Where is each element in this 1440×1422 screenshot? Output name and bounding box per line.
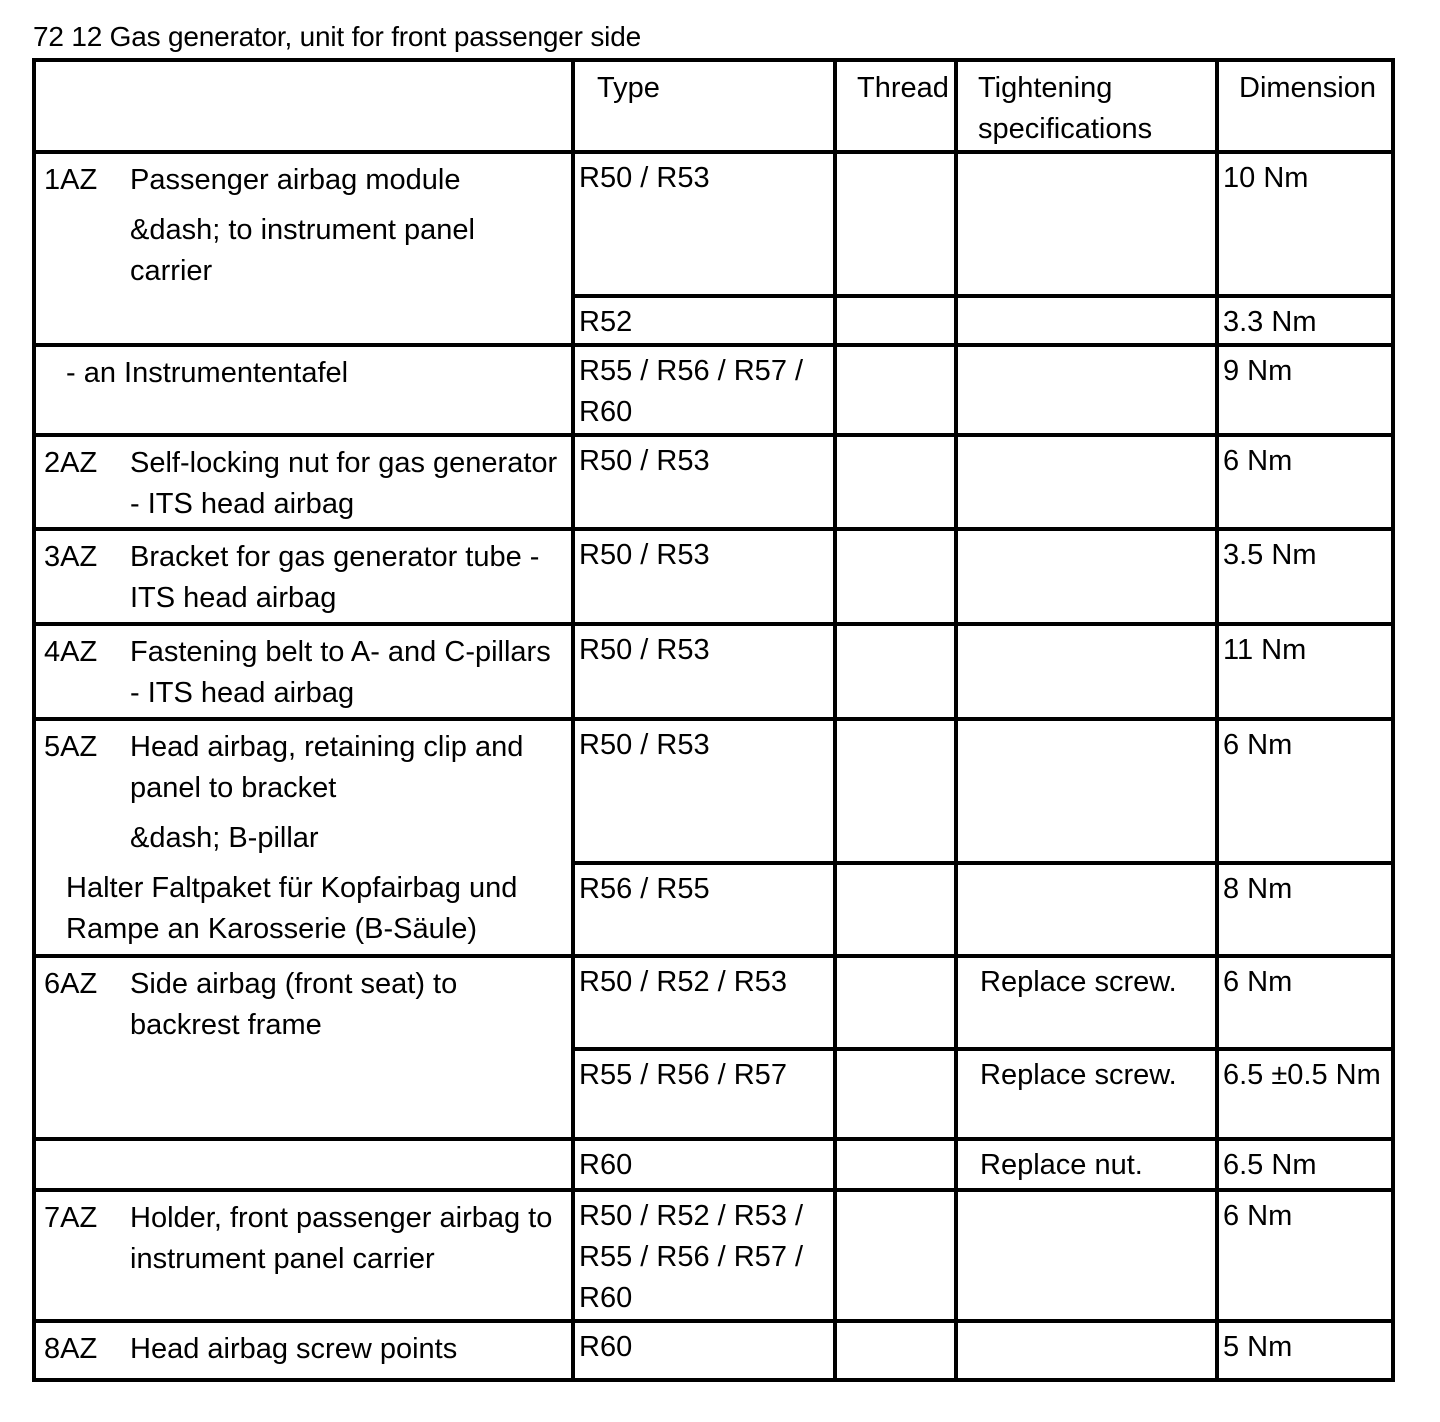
tightening-cell: [956, 435, 1217, 529]
item-extra-text: Halter Faltpaket für Kopfairbag und Rampe an Karosserie (B-Säule): [66, 872, 518, 945]
thread-cell: [835, 345, 956, 435]
tightening-spec-table: [32, 58, 1395, 1382]
dimension-cell: 8 Nm: [1217, 863, 1393, 956]
item-code: 3AZ: [44, 541, 98, 573]
type-cell: R55 / R56 / R57: [573, 1049, 835, 1139]
type-cell: R50 / R52 / R53: [573, 956, 835, 1049]
table-row: [34, 956, 1393, 1049]
dimension-cell: 3.5 Nm: [1217, 529, 1393, 624]
item-text: Bracket for gas generator tube - ITS head airbag: [130, 541, 540, 614]
table-row: [34, 152, 1393, 296]
tightening-cell: [956, 863, 1217, 956]
dimension-cell: 6 Nm: [1217, 719, 1393, 863]
tightening-cell: [956, 719, 1217, 863]
tightening-cell: Replace screw.: [956, 956, 1217, 1049]
table-row: [34, 345, 1393, 435]
dimension-cell: 11 Nm: [1217, 624, 1393, 719]
header-type: Type: [573, 60, 835, 152]
header-thread: Thread: [835, 60, 956, 152]
thread-cell: [835, 152, 956, 296]
thread-cell: [835, 863, 956, 956]
dimension-cell: 6 Nm: [1217, 435, 1393, 529]
item-text: Passenger airbag module: [130, 164, 461, 196]
item-subtext: &dash; B-pillar: [130, 822, 319, 854]
item-code: 2AZ: [44, 447, 98, 479]
header-description: [34, 60, 573, 152]
tightening-cell: [956, 1321, 1217, 1380]
thread-cell: [835, 1049, 956, 1139]
item-description: [34, 152, 573, 345]
item-description: [34, 719, 573, 956]
item-code: 8AZ: [44, 1333, 98, 1365]
item-text: Self-locking nut for gas generator - ITS head airbag: [130, 447, 558, 520]
tightening-cell: [956, 345, 1217, 435]
type-cell: R50 / R52 / R53 / R55 / R56 / R57 / R60: [573, 1190, 835, 1321]
type-cell: R60: [573, 1139, 835, 1190]
dimension-cell: 9 Nm: [1217, 345, 1393, 435]
item-text: Fastening belt to A- and C-pillars - ITS head airbag: [130, 636, 551, 709]
item-subtext: &dash; to instrument panel carrier: [130, 214, 475, 287]
thread-cell: [835, 624, 956, 719]
thread-cell: [835, 529, 956, 624]
item-text: Head airbag, retaining clip and panel to bracket: [130, 731, 524, 804]
thread-cell: [835, 1321, 956, 1380]
table-row: [34, 435, 1393, 529]
thread-cell: [835, 1190, 956, 1321]
tightening-cell: Replace screw.: [956, 1049, 1217, 1139]
dimension-cell: 10 Nm: [1217, 152, 1393, 296]
dimension-cell: 6.5 ±0.5 Nm: [1217, 1049, 1393, 1139]
type-cell: R50 / R53: [573, 152, 835, 296]
table-row: [34, 624, 1393, 719]
item-code: 6AZ: [44, 968, 98, 1000]
tightening-cell: [956, 152, 1217, 296]
type-cell: R55 / R56 / R57 / R60: [573, 345, 835, 435]
type-cell: R50 / R53: [573, 719, 835, 863]
dimension-cell: 6 Nm: [1217, 1190, 1393, 1321]
item-description: [34, 529, 573, 624]
tightening-cell: [956, 296, 1217, 345]
dimension-cell: 5 Nm: [1217, 1321, 1393, 1380]
item-code: 5AZ: [44, 731, 98, 763]
item-description: [34, 956, 573, 1139]
type-cell: R60: [573, 1321, 835, 1380]
item-text: Side airbag (front seat) to backrest frame: [130, 968, 458, 1041]
header-tightening-specifications: Tightening specifications: [956, 60, 1217, 152]
thread-cell: [835, 719, 956, 863]
thread-cell: [835, 435, 956, 529]
header-dimension: Dimension: [1217, 60, 1393, 152]
table-row: [34, 719, 1393, 863]
item-description: [34, 1190, 573, 1321]
tightening-cell: [956, 624, 1217, 719]
item-description: [34, 435, 573, 529]
type-cell: R50 / R53: [573, 624, 835, 719]
item-description: [34, 1321, 573, 1380]
table-row: [34, 1190, 1393, 1321]
item-description: - an Instrumententafel: [34, 345, 573, 435]
item-code: 1AZ: [44, 164, 98, 196]
tightening-cell: [956, 529, 1217, 624]
dimension-cell: 6 Nm: [1217, 956, 1393, 1049]
table-row: [34, 1321, 1393, 1380]
item-code: 7AZ: [44, 1202, 98, 1234]
table-header-row: [34, 60, 1393, 152]
item-code: 4AZ: [44, 636, 98, 668]
tightening-cell: [956, 1190, 1217, 1321]
type-cell: R50 / R53: [573, 435, 835, 529]
table-row: [34, 1139, 1393, 1190]
dimension-cell: 6.5 Nm: [1217, 1139, 1393, 1190]
dimension-cell: 3.3 Nm: [1217, 296, 1393, 345]
type-cell: R52: [573, 296, 835, 345]
tightening-cell: Replace nut.: [956, 1139, 1217, 1190]
thread-cell: [835, 1139, 956, 1190]
item-description: [34, 624, 573, 719]
thread-cell: [835, 296, 956, 345]
item-text: Head airbag screw points: [130, 1333, 458, 1365]
page-title: 72 12 Gas generator, unit for front passenger side: [33, 21, 641, 52]
type-cell: R50 / R53: [573, 529, 835, 624]
item-description: [34, 1139, 573, 1190]
type-cell: R56 / R55: [573, 863, 835, 956]
item-text: Holder, front passenger airbag to instrument panel carrier: [130, 1202, 553, 1275]
table-row: [34, 529, 1393, 624]
thread-cell: [835, 956, 956, 1049]
